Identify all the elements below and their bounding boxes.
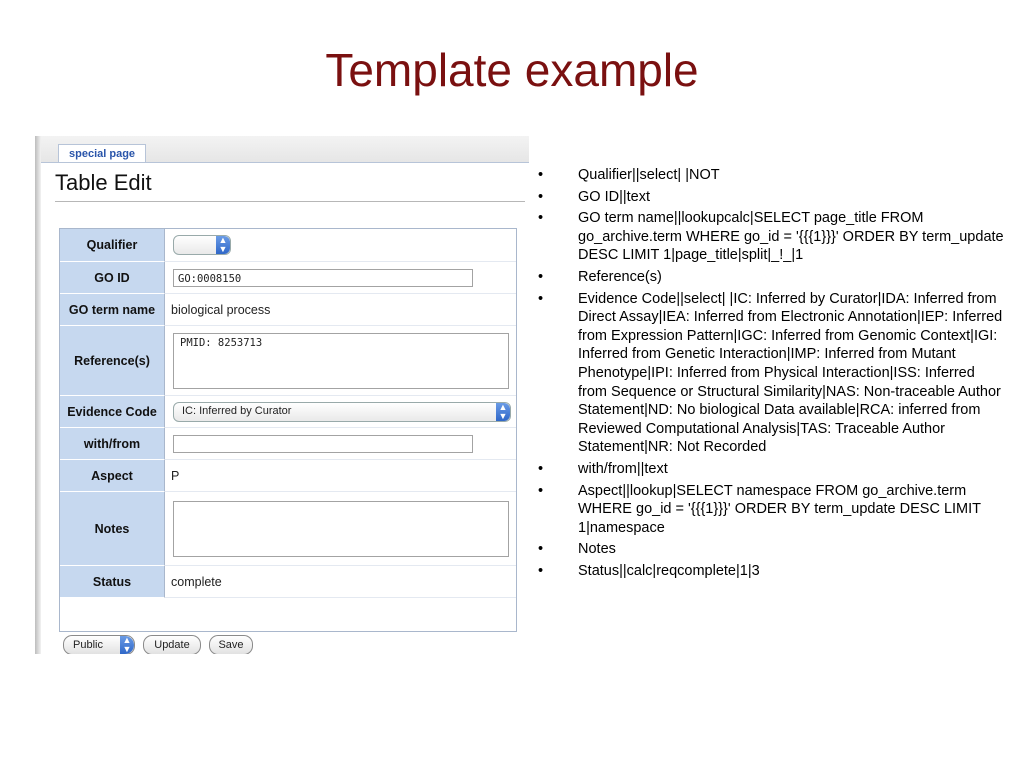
bullet-icon: • bbox=[538, 290, 544, 307]
qualifier-select[interactable] bbox=[173, 235, 231, 255]
row-with-from bbox=[60, 428, 516, 460]
select-arrows-icon: ▲ ▼ bbox=[120, 636, 134, 654]
aspect-value: P bbox=[171, 468, 180, 483]
form-button-bar bbox=[59, 632, 515, 654]
row-qualifier bbox=[60, 229, 516, 262]
special-page-tab[interactable]: special page bbox=[58, 144, 146, 163]
list-item: • Aspect||lookup|SELECT namespace FROM go_archive.term WHERE go_id = '{{{1}}}' ORDER BY term_update DESC LIMIT 1|namespace bbox=[538, 482, 981, 536]
list-item: • GO ID||text bbox=[538, 188, 650, 205]
aspect-cell bbox=[165, 460, 516, 492]
evidence-selected-value: IC: Inferred by Curator bbox=[182, 404, 292, 417]
references-label: Reference(s) bbox=[60, 326, 165, 396]
evidence-label: Evidence Code bbox=[60, 396, 165, 428]
row-go-term bbox=[60, 294, 516, 326]
visibility-select[interactable] bbox=[63, 635, 135, 654]
select-arrows-icon: ▲ ▼ bbox=[216, 236, 230, 254]
bullet-icon: • bbox=[538, 167, 544, 183]
update-button[interactable]: Update bbox=[143, 635, 201, 654]
evidence-select[interactable] bbox=[173, 402, 511, 422]
list-item: • Notes bbox=[538, 541, 616, 558]
bullet-icon: • bbox=[538, 188, 544, 205]
row-notes bbox=[60, 492, 516, 566]
go-term-label: GO term name bbox=[60, 294, 165, 326]
list-item: • Evidence Code||select| |IC: Inferred by Curator|IDA: Inferred from Direct Assay|IEA: Inferred from Electronic Annotation|IEP: Inferred from Expression Pattern|IGC: Inferred from Genomic Context|IGI: Inferred from Genetic Interaction|IMP: Inferred from Mutant Phenotype|IPI: Inferred from Physical Interaction|ISS: Inferred from Sequence or Structural Similarity|NAS: Non-traceable Author Statement|ND: No biological Data available|RCA: inferred from Reviewed Computational Analysis|TAS: Traceable Author Statement|NR: Not Recorded bbox=[538, 290, 1003, 456]
status-label: Status bbox=[60, 566, 165, 598]
go-term-value: biological process bbox=[171, 302, 271, 317]
notes-cell bbox=[165, 492, 516, 566]
window-edge bbox=[35, 136, 41, 654]
page-heading: Table Edit bbox=[55, 170, 152, 195]
save-button[interactable]: Save bbox=[209, 635, 253, 654]
go-id-label: GO ID bbox=[60, 262, 165, 294]
bullet-icon: • bbox=[538, 268, 544, 285]
visibility-value: Public bbox=[73, 639, 103, 651]
row-go-id bbox=[60, 262, 516, 294]
status-cell bbox=[165, 566, 516, 598]
edit-form-table bbox=[59, 228, 517, 632]
references-textarea[interactable]: PMID: 8253713 bbox=[173, 333, 509, 389]
list-item: • with/from||text bbox=[538, 460, 668, 477]
row-status bbox=[60, 566, 516, 598]
notes-label: Notes bbox=[60, 492, 165, 566]
field-definition-list bbox=[534, 166, 1004, 583]
aspect-label: Aspect bbox=[60, 460, 165, 492]
row-evidence bbox=[60, 396, 516, 428]
go-id-input[interactable]: GO:0008150 bbox=[173, 269, 473, 287]
bullet-icon: • bbox=[538, 541, 544, 558]
with-from-label: with/from bbox=[60, 428, 165, 460]
list-item: • Qualifier||select| |NOT bbox=[538, 167, 720, 183]
with-from-cell bbox=[165, 428, 516, 460]
heading-divider bbox=[55, 201, 525, 202]
table-edit-screenshot bbox=[35, 136, 529, 654]
references-cell bbox=[165, 326, 516, 396]
list-item: • Reference(s) bbox=[538, 268, 662, 285]
list-item: • Status||calc|reqcomplete|1|3 bbox=[538, 562, 760, 579]
status-value: complete bbox=[171, 574, 222, 589]
with-from-input[interactable] bbox=[173, 435, 473, 453]
go-id-cell bbox=[165, 262, 516, 294]
bullet-icon: • bbox=[538, 562, 544, 579]
row-aspect bbox=[60, 460, 516, 492]
notes-textarea[interactable] bbox=[173, 501, 509, 557]
bullet-icon: • bbox=[538, 460, 544, 477]
row-references bbox=[60, 326, 516, 396]
evidence-cell bbox=[165, 396, 516, 428]
bullet-icon: • bbox=[538, 482, 544, 499]
qualifier-cell bbox=[165, 229, 516, 262]
list-item: • GO term name||lookupcalc|SELECT page_title FROM go_archive.term WHERE go_id = '{{{1}}}' ORDER BY term_update DESC LIMIT 1|page_title|split|_!_|1 bbox=[538, 210, 1004, 264]
select-arrows-icon: ▲ ▼ bbox=[496, 403, 510, 421]
qualifier-label: Qualifier bbox=[60, 229, 165, 262]
bullet-icon: • bbox=[538, 210, 544, 227]
slide-title: Template example bbox=[325, 44, 699, 96]
go-term-cell bbox=[165, 294, 516, 326]
